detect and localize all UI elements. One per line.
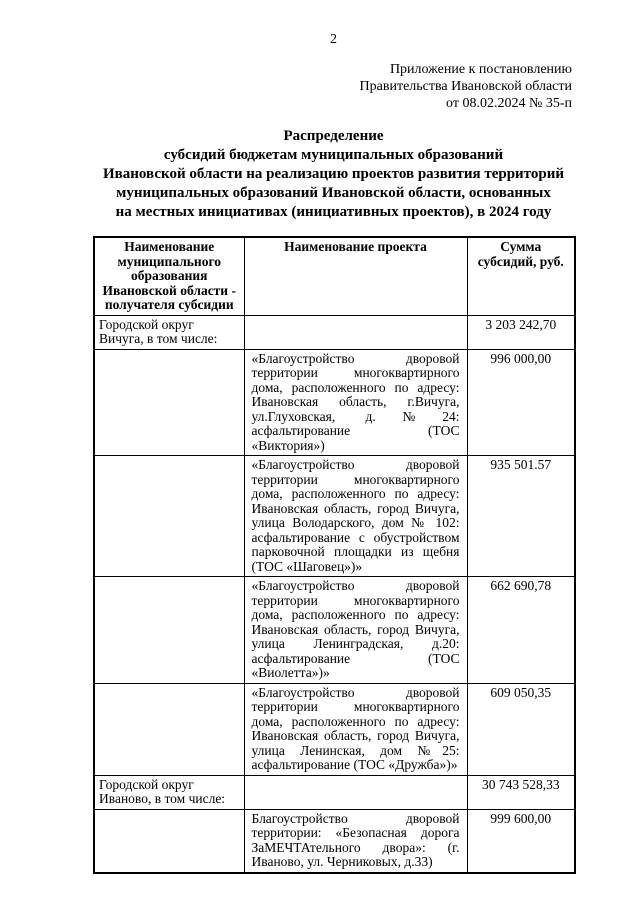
amount-cell: 3 203 242,70: [467, 315, 575, 349]
municipality-cell: [94, 809, 244, 873]
title-line: на местных инициативах (инициативных проектов), в 2024 году: [115, 204, 552, 220]
amount-cell: 996 000,00: [467, 349, 575, 456]
document-title: [80, 127, 587, 222]
subsidy-distribution-table: [93, 236, 576, 874]
amount-cell: 30 743 528,33: [467, 775, 575, 809]
appendix-line: от 08.02.2024 № 35-п: [446, 96, 572, 111]
project-cell: «Благоустройство дворовой территории многоквартирного дома, расположенного по адресу: Ивановская область, город Вичуга, улица Володарского, дом № 102: асфальтирование с обустройством парковочной площадки из щебня (ТОС «Шаговец»)»: [244, 456, 467, 577]
appendix-line: Приложение к постановлению: [389, 62, 572, 77]
table-row: [94, 349, 575, 456]
title-line: Ивановской области на реализацию проектов развития территорий: [103, 166, 564, 182]
project-cell: Благоустройство дворовой территории: «Безопасная дорога ЗаМЕЧТАтельного двора»: (г. Иваново, ул. Черниковых, д.33): [244, 809, 467, 873]
project-cell: «Благоустройство дворовой территории многоквартирного дома, расположенного по адресу: Ивановская область, город Вичуга, улица Ленинская, дом №25: асфальтирование (ТОС «Дружба»)»: [244, 683, 467, 775]
amount-cell: 999 600,00: [467, 809, 575, 873]
table-row: [94, 577, 575, 684]
project-cell: «Благоустройство дворовой территории многоквартирного дома, расположенного по адресу: Ивановская область, город Вичуга, улица Ленинградская, д.20: асфальтирование (ТОС «Виолетта»)»: [244, 577, 467, 684]
table-row: [94, 315, 575, 349]
project-cell: «Благоустройство дворовой территории многоквартирного дома, расположенного по адресу: Ивановская область, г.Вичуга, ул.Глуховская, д.№24: асфальтирование (ТОС «Виктория»): [244, 349, 467, 456]
table-row: [94, 775, 575, 809]
municipality-cell: [94, 577, 244, 684]
page-number: 2: [330, 32, 337, 47]
amount-cell: 662 690,78: [467, 577, 575, 684]
header-municipality: Наименование муниципального образования Ивановской области - получателя субсидии: [94, 237, 244, 315]
project-cell: [244, 315, 467, 349]
title-line: муниципальных образований Ивановской области, основанных: [116, 185, 551, 201]
title-line: Распределение: [283, 128, 384, 144]
amount-cell: 609 050,35: [467, 683, 575, 775]
municipality-cell: [94, 349, 244, 456]
table-row: [94, 683, 575, 775]
table-row: [94, 809, 575, 873]
project-cell: [244, 775, 467, 809]
municipality-cell: [94, 456, 244, 577]
municipality-cell: [94, 683, 244, 775]
table-row: [94, 456, 575, 577]
appendix-line: Правительства Ивановской области: [359, 79, 572, 94]
amount-cell: 935 501.57: [467, 456, 575, 577]
municipality-cell: Городской округ Вичуга, в том числе:: [94, 315, 244, 349]
municipality-cell: Городской округ Иваново, в том числе:: [94, 775, 244, 809]
appendix-block: [93, 61, 572, 112]
header-project: Наименование проекта: [244, 237, 467, 315]
header-amount: Сумма субсидий, руб.: [467, 237, 575, 315]
title-line: субсидий бюджетам муниципальных образований: [163, 147, 504, 163]
table-header-row: [94, 237, 575, 315]
